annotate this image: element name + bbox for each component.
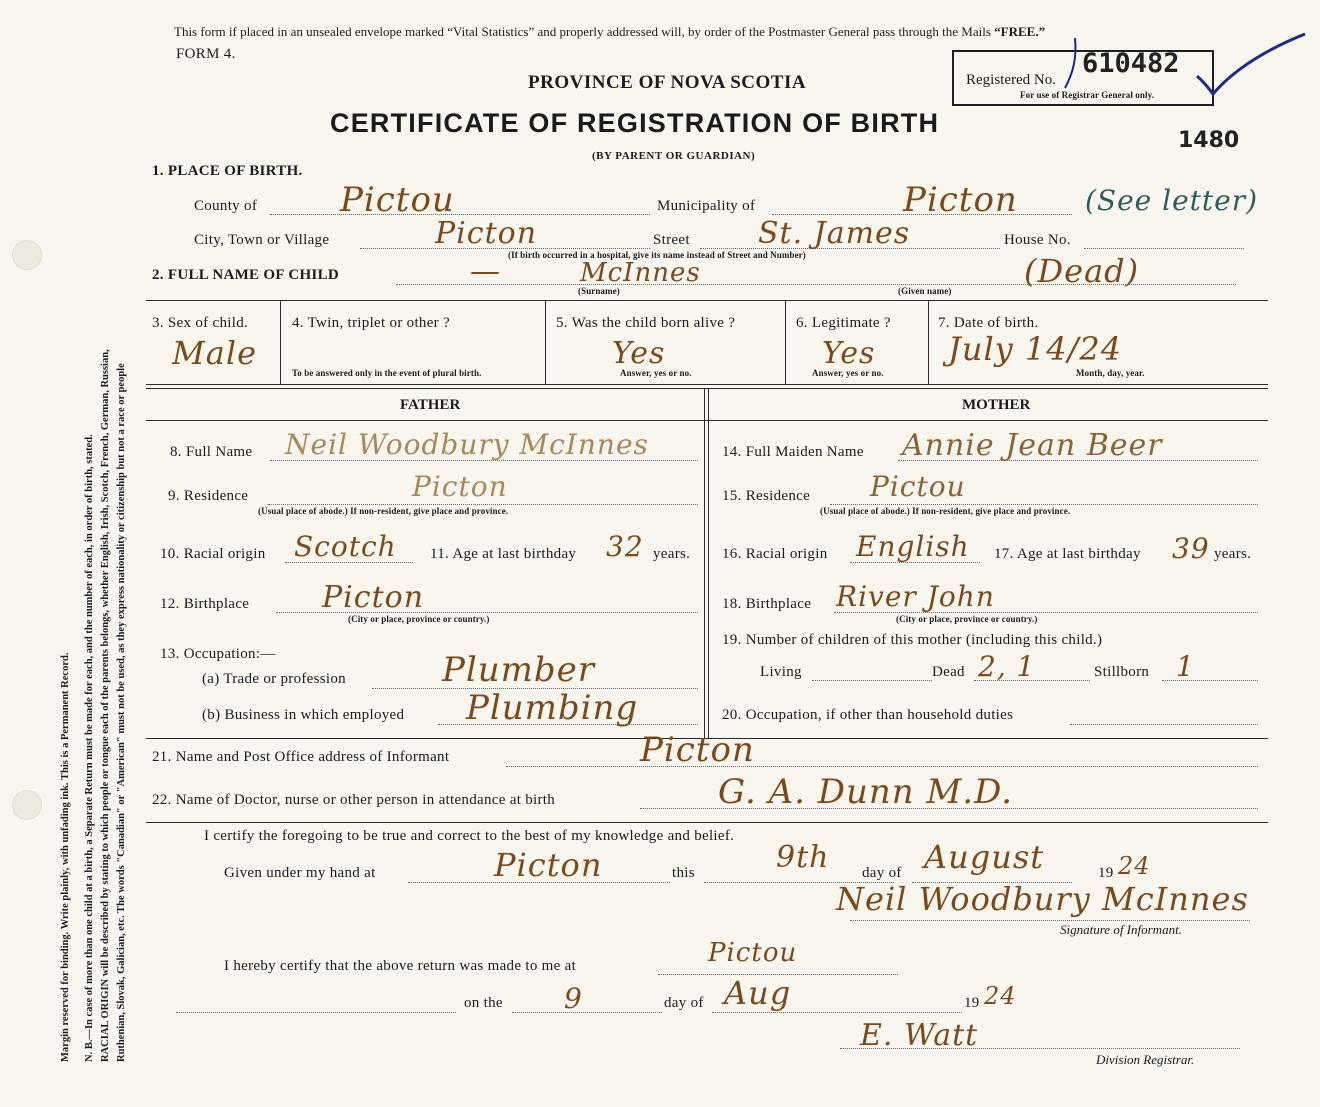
margin-note-4: Ruthenian, Slovak, Galician, etc. The words "Canadian" or "American" must not be used, as they express nationality or citizenship but not a race or people: [116, 363, 127, 1062]
informant-value: Picton: [640, 730, 755, 770]
dob-label: 7. Date of birth.: [938, 315, 1039, 331]
mail-notice-text: This form if placed in an unsealed envelope marked “Vital Statistics” and properly addressed will, by order of the Postmaster General pass through the Mails: [174, 24, 991, 39]
signature-line: [850, 920, 1250, 921]
child-surname: McInnes: [580, 258, 701, 288]
form-number: FORM 4.: [176, 46, 236, 62]
reg-label: Registered No.: [966, 72, 1056, 88]
business-label: (b) Business in which employed: [202, 707, 405, 723]
divider: [545, 300, 546, 384]
child-name-label: 2. FULL NAME OF CHILD: [152, 267, 340, 283]
divider: [928, 300, 929, 384]
mother-residence-value: Pictou: [870, 470, 966, 503]
given-under-label: Given under my hand at: [224, 865, 376, 881]
living-label: Living: [760, 664, 802, 680]
page-title: CERTIFICATE OF REGISTRATION OF BIRTH: [330, 108, 940, 138]
father-heading: FATHER: [400, 397, 461, 413]
blue-check-mark: [1055, 28, 1315, 108]
father-birthplace-value: Picton: [322, 580, 425, 615]
surname-caption: (Surname): [578, 286, 620, 296]
county-line: [270, 214, 650, 215]
mother-age-value: 39: [1172, 532, 1210, 565]
born-alive-note: Answer, yes or no.: [620, 368, 692, 378]
mother-name-label: 14. Full Maiden Name: [722, 444, 864, 460]
father-residence-note: (Usual place of abode.) If non-resident, give place and province.: [258, 506, 509, 516]
legitimate-label: 6. Legitimate ?: [796, 315, 891, 331]
municipality-note: (See letter): [1085, 184, 1259, 217]
column-divider: [704, 388, 705, 738]
registrar-statement: I hereby certify that the above return was made to me at: [224, 958, 577, 974]
father-age-value: 32: [606, 530, 644, 563]
child-name-dash: —: [470, 254, 501, 289]
binding-margin: [0, 0, 140, 1107]
margin-note-3: RACIAL ORIGIN will be described by stating to which people or tongue each of the parents belongs, whether English, Irish, Scotch, French, German, Russian,: [100, 349, 111, 1062]
page-subtitle: (BY PARENT OR GUARDIAN): [592, 150, 756, 162]
father-residence-label: 9. Residence: [168, 488, 249, 504]
trade-label: (a) Trade or profession: [202, 671, 346, 687]
informant-signature: Neil Woodbury McInnes: [836, 880, 1249, 918]
house-no-label: House No.: [1004, 232, 1071, 248]
municipality-label: Municipality of: [657, 198, 756, 214]
registrar-year-value: 24: [984, 982, 1017, 1010]
legitimate-value: Yes: [822, 336, 876, 371]
registrar-day-value: 9: [564, 982, 583, 1015]
father-residence-line: [268, 504, 698, 505]
divider: [146, 300, 1268, 301]
sex-value: Male: [172, 334, 258, 372]
given-place-value: Picton: [494, 846, 603, 884]
dob-note: Month, day, year.: [1076, 368, 1145, 378]
registrar-place-value: Pictou: [708, 938, 798, 968]
attendant-value: G. A. Dunn M.D.: [718, 772, 1013, 812]
registrar-month-line: [712, 1012, 962, 1013]
divider: [146, 388, 1268, 389]
reg-number: 610482: [1082, 48, 1180, 79]
stillborn-label: Stillborn: [1094, 664, 1150, 680]
mother-residence-label: 15. Residence: [722, 488, 811, 504]
stamp-number: 1480: [1178, 128, 1240, 153]
this-label: this: [672, 865, 695, 881]
father-race-value: Scotch: [294, 530, 397, 563]
margin-note-2: N. B.—In case of more than one child at a birth, a Separate Return must be made for each, and the number of each, in order of birth, stated.: [84, 434, 95, 1062]
registrar-day-of-label: day of: [664, 995, 704, 1011]
street-label: Street: [653, 232, 690, 248]
divider: [146, 420, 1268, 421]
mother-name-value: Annie Jean Beer: [902, 428, 1163, 463]
born-alive-value: Yes: [612, 336, 666, 371]
mother-race-value: English: [856, 530, 970, 563]
divider: [785, 300, 786, 384]
father-occupation-label: 13. Occupation:—: [160, 646, 276, 662]
registrar-caption: Division Registrar.: [1096, 1052, 1195, 1067]
twin-label: 4. Twin, triplet or other ?: [292, 315, 450, 331]
hospital-note: (If birth occurred in a hospital, give its name instead of Street and Number): [508, 250, 806, 260]
child-given-name: (Dead): [1024, 252, 1140, 290]
dead-label: Dead: [932, 664, 965, 680]
county-value: Pictou: [340, 180, 455, 220]
mother-birthplace-label: 18. Birthplace: [722, 596, 812, 612]
punch-hole: [12, 790, 42, 820]
father-name-value: Neil Woodbury McInnes: [285, 428, 649, 461]
mother-race-label: 16. Racial origin: [722, 546, 828, 562]
county-label: County of: [194, 198, 258, 214]
father-birthplace-label: 12. Birthplace: [160, 596, 250, 612]
city-value: Picton: [435, 216, 538, 251]
dob-value: July 14/24: [948, 330, 1123, 368]
year-prefix: 19: [1098, 865, 1114, 881]
divider: [146, 384, 1268, 385]
father-residence-value: Picton: [412, 470, 508, 503]
mother-occupation-label: 20. Occupation, if other than household duties: [722, 707, 1014, 723]
stillborn-value: 1: [1176, 650, 1195, 683]
margin-note-1: Margin reserved for binding. Write plainly, with unfading ink. This is a Permanent Record.: [60, 652, 71, 1062]
business-value: Plumbing: [466, 688, 639, 728]
children-count-label: 19. Number of children of this mother (including this child.): [722, 632, 1103, 648]
reg-note: For use of Registrar General only.: [1020, 90, 1155, 100]
column-divider: [708, 388, 709, 738]
mother-residence-line: [830, 504, 1258, 505]
registrar-day-line: [512, 1012, 662, 1013]
free-label: “FREE.”: [994, 24, 1046, 39]
father-name-label: 8. Full Name: [170, 444, 253, 460]
divider: [146, 822, 1268, 823]
mother-age-label: 17. Age at last birthday: [994, 546, 1141, 562]
sex-label: 3. Sex of child.: [152, 315, 249, 331]
trade-value: Plumber: [442, 650, 596, 690]
father-birthplace-note: (City or place, province or country.): [348, 614, 490, 624]
twin-note: To be answered only in the event of plural birth.: [292, 368, 482, 378]
informant-label: 21. Name and Post Office address of Informant: [152, 749, 450, 765]
province-heading: PROVINCE OF NOVA SCOTIA: [528, 72, 807, 93]
certify-statement: I certify the foregoing to be true and correct to the best of my knowledge and belief.: [204, 828, 735, 844]
day-of-label: day of: [862, 865, 902, 881]
house-no-line: [1084, 248, 1244, 249]
living-line: [812, 680, 932, 681]
registrar-month-value: Aug: [724, 974, 792, 1012]
given-name-caption: (Given name): [898, 286, 952, 296]
registrar-signature: E. Watt: [860, 1018, 979, 1053]
mother-birthplace-note: (City or place, province or country.): [896, 614, 1038, 624]
living-dead-value: 2, 1: [978, 650, 1036, 683]
given-day-value: 9th: [776, 840, 830, 875]
father-race-label: 10. Racial origin: [160, 546, 266, 562]
divider: [280, 300, 281, 384]
signature-caption: Signature of Informant.: [1060, 922, 1182, 937]
place-of-birth-label: 1. PLACE OF BIRTH.: [152, 163, 303, 179]
given-year-value: 24: [1118, 852, 1151, 880]
street-value: St. James: [758, 216, 911, 251]
mail-notice: [174, 24, 1045, 40]
dead-line: [974, 680, 1090, 681]
mother-heading: MOTHER: [962, 397, 1031, 413]
registrar-pre-line: [176, 1012, 456, 1013]
informant-line: [506, 766, 1258, 767]
father-age-label: 11. Age at last birthday: [430, 546, 577, 562]
mother-birthplace-value: River John: [836, 580, 995, 613]
born-alive-label: 5. Was the child born alive ?: [556, 315, 736, 331]
given-month-value: August: [924, 838, 1045, 876]
punch-hole: [12, 240, 42, 270]
legitimate-note: Answer, yes or no.: [812, 368, 884, 378]
city-label: City, Town or Village: [194, 232, 330, 248]
mother-occupation-line: [1070, 724, 1258, 725]
mother-residence-note: (Usual place of abode.) If non-resident, give place and province.: [820, 506, 1071, 516]
registrar-year-prefix: 19: [964, 995, 980, 1011]
father-years: years.: [653, 546, 691, 562]
on-the-label: on the: [464, 995, 503, 1011]
mother-years: years.: [1214, 546, 1252, 562]
attendant-label: 22. Name of Doctor, nurse or other person in attendance at birth: [152, 792, 556, 808]
municipality-value: Picton: [903, 180, 1018, 220]
